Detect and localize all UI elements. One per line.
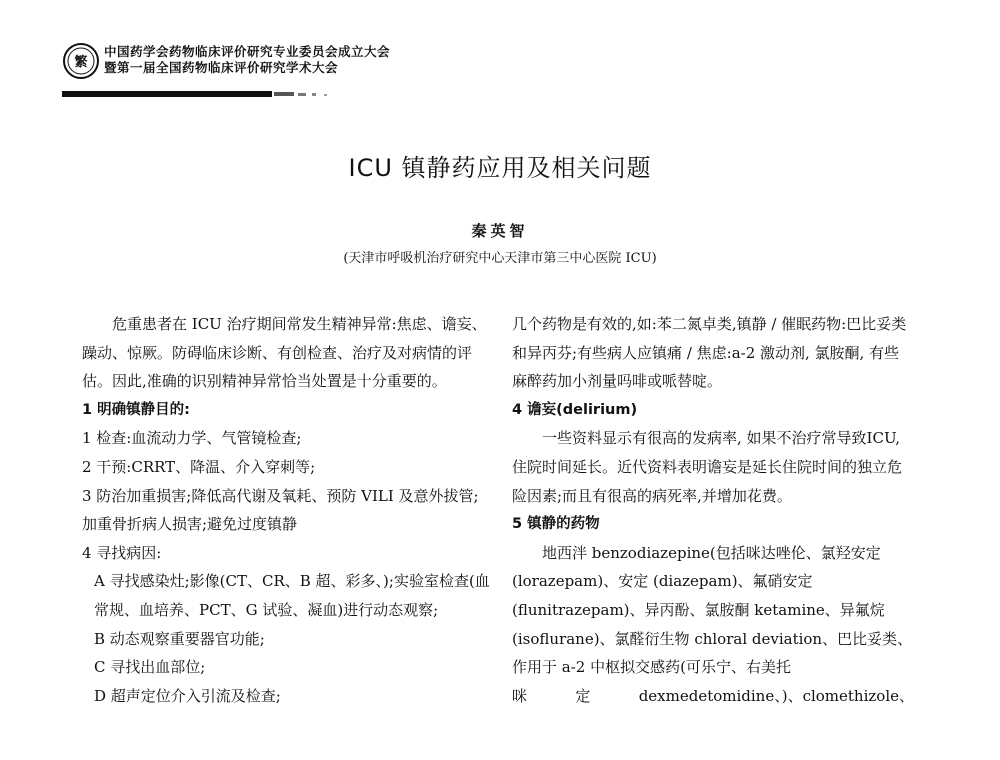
list-item: 4 寻找病因: (82, 543, 162, 562)
conference-seal-logo (62, 42, 100, 80)
conference-header (62, 40, 522, 120)
list-item: 1 检查:血流动力学、气管镜检查; (82, 429, 302, 448)
sub-item-c: C 寻找出血部位; (94, 658, 206, 677)
header-rule (62, 90, 362, 98)
paper-title: ICU 镇静药应用及相关问题 (348, 154, 652, 182)
intro-paragraph: 危重患者在 ICU 治疗期间常发生精神异常:焦虑、谵妄、躁动、惊厥。防碍临床诊断、有创检查、治疗及对病情的评估。因此,准确的识别精神异常恰当处置是十分重要的。 (82, 315, 487, 391)
word: dexmedetomidine、)、clomethizole、 (638, 686, 914, 705)
list-item: 3 防治加重损害;降低高代谢及氧耗、预防 VILI 及意外拔管;加重骨折病人损害;避免过度镇静 (82, 486, 479, 534)
sedative-drugs-last-line (512, 682, 914, 711)
paper-author: 秦英智 (471, 222, 529, 240)
drug-paragraph: 几个药物是有效的,如:苯二氮卓类,镇静 / 催眠药物:巴比妥类和异丙芬;有些病人应镇痛 / 焦虑:a-2 激动剂, 氯胺酮, 有些麻醉药加小剂量吗啡或哌替啶。 (512, 315, 907, 391)
conference-line-2: 暨第一届全国药物临床评价研究学术大会 (104, 60, 339, 75)
section-5-heading: 5 镇静的药物 (512, 516, 600, 533)
author-affiliation: (天津市呼吸机治疗研究中心天津市第三中心医院 ICU) (343, 251, 657, 266)
left-column (82, 310, 492, 710)
seal-glyph: 繁 (74, 55, 88, 70)
word: 咪 (512, 686, 528, 705)
delirium-paragraph: 一些资料显示有很高的发病率, 如果不治疗常导致ICU,住院时间延长。近代资料表明谵妄是延长住院时间的独立危险因素;而且有很高的病死率,并增加花费。 (512, 429, 903, 505)
sub-item-a: A 寻找感染灶;影像(CT、CR、B 超、彩多、);实验室检查(血常规、血培养、PCT、G 试验、凝血)进行动态观察; (94, 572, 490, 619)
right-column (512, 310, 914, 710)
word: 定 (575, 686, 591, 705)
sedative-drugs-paragraph: 地西泮 benzodiazepine(包括咪达唑伦、氯羟安定 (lorazepam)、安定 (diazepam)、氟硝安定(flunitrazepam)、异丙酚、氯胺酮 ketamine、异氟烷(isoflurane)、氯醛衍生物 chloral deviation、巴比妥类、作用于 a-2 中枢拟交感药(可乐宁、右美托 (512, 543, 913, 677)
sub-item-d: D 超声定位介入引流及检查; (94, 686, 281, 705)
list-item: 2 干预:CRRT、降温、介入穿刺等; (82, 457, 316, 476)
section-4-heading: 4 谵妄(delirium) (512, 401, 638, 418)
conference-title (104, 44, 390, 76)
sub-item-b: B 动态观察重要器官功能; (94, 629, 265, 648)
conference-line-1: 中国药学会药物临床评价研究专业委员会成立大会 (104, 44, 391, 59)
section-1-heading: 1 明确镇静目的: (82, 401, 190, 418)
